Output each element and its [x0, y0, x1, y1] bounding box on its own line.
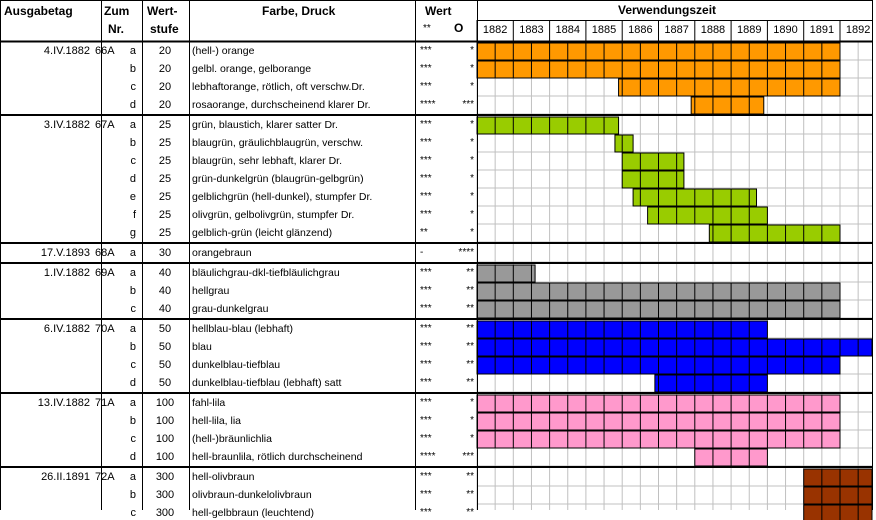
issue-date: 13.IV.1882: [37, 397, 90, 409]
mint-rating: ***: [420, 209, 432, 220]
variant-letter: a: [129, 323, 136, 335]
color-description: dunkelblau-tiefblau (lebhaft) satt: [192, 377, 342, 389]
usage-bar: [709, 225, 840, 242]
color-description: (hell-) orange: [192, 45, 255, 57]
header-wertstufe-1: Wert-: [147, 4, 178, 18]
usage-bar: [804, 487, 872, 504]
used-rating: *: [470, 173, 474, 184]
mint-rating: ***: [420, 155, 432, 166]
used-rating: *: [470, 397, 474, 408]
variant-letter: c: [130, 359, 136, 371]
face-value: 20: [158, 99, 172, 111]
used-rating: *: [470, 155, 474, 166]
used-rating: **: [466, 285, 474, 296]
color-description: grau-dunkelgrau: [192, 303, 269, 315]
mint-rating: ***: [420, 377, 432, 388]
catalog-number: 71A: [95, 397, 115, 409]
face-value: 300: [155, 489, 175, 501]
used-rating: **: [466, 359, 474, 370]
variant-letter: b: [129, 415, 136, 427]
face-value: 40: [158, 303, 172, 315]
color-description: grün, blaustich, klarer satter Dr.: [192, 119, 338, 131]
color-description: blaugrün, sehr lebhaft, klarer Dr.: [192, 155, 342, 167]
catalog-number: 68A: [95, 247, 115, 259]
color-description: hellblau-blau (lebhaft): [192, 323, 293, 335]
face-value: 100: [155, 397, 175, 409]
variant-letter: b: [129, 63, 136, 75]
mint-rating: ****: [420, 451, 436, 462]
face-value: 25: [158, 119, 172, 131]
used-rating: *: [470, 433, 474, 444]
color-description: hellgrau: [192, 285, 230, 297]
header-verwendungszeit: Verwendungszeit: [618, 3, 717, 17]
color-description: grün-dunkelgrün (blaugrün-gelbgrün): [192, 173, 364, 185]
mint-rating: ***: [420, 285, 432, 296]
color-description: hell-braunlila, rötlich durchscheinend: [192, 451, 363, 463]
mint-rating: ***: [420, 191, 432, 202]
face-value: 25: [158, 155, 172, 167]
used-rating: *: [470, 119, 474, 130]
issue-date: 26.II.1891: [41, 471, 90, 483]
usage-bar: [477, 117, 619, 134]
used-rating: *: [470, 81, 474, 92]
used-rating: *: [470, 415, 474, 426]
issue-date: 17.V.1893: [40, 247, 90, 259]
face-value: 50: [158, 341, 172, 353]
variant-letter: b: [129, 489, 136, 501]
used-rating: ***: [462, 99, 474, 110]
mint-rating: ***: [420, 323, 432, 334]
variant-letter: a: [129, 267, 136, 279]
variant-letter: c: [130, 155, 136, 167]
header-wert: Wert: [425, 4, 452, 18]
year-label: 1884: [555, 24, 580, 36]
mint-rating: -: [420, 247, 424, 258]
usage-bar: [622, 153, 684, 170]
header-nr: Nr.: [108, 22, 125, 36]
used-rating: **: [466, 323, 474, 334]
used-rating: *: [470, 227, 474, 238]
mint-rating: **: [420, 227, 428, 238]
usage-bar: [477, 265, 535, 282]
face-value: 20: [158, 45, 172, 57]
face-value: 300: [155, 507, 175, 519]
variant-letter: c: [130, 81, 136, 93]
used-rating: **: [466, 489, 474, 500]
mint-rating: ***: [420, 173, 432, 184]
face-value: 20: [158, 81, 172, 93]
variant-letter: a: [129, 397, 136, 409]
color-description: lebhaftorange, rötlich, oft verschw.Dr.: [192, 81, 365, 93]
catalog-number: 70A: [95, 323, 115, 335]
face-value: 20: [158, 63, 172, 75]
issue-date: 3.IV.1882: [43, 119, 90, 131]
used-rating: *: [470, 209, 474, 220]
mint-rating: ***: [420, 45, 432, 56]
color-description: gelblich-grün (leicht glänzend): [192, 227, 333, 239]
color-description: blaugrün, gräulichblaugrün, verschw.: [192, 137, 364, 149]
header-mint-symbol: **: [423, 23, 431, 34]
issue-date: 6.IV.1882: [43, 323, 90, 335]
color-description: rosaorange, durchscheinend klarer Dr.: [192, 99, 371, 111]
face-value: 100: [155, 415, 175, 427]
color-description: hell-olivbraun: [192, 471, 255, 483]
year-label: 1882: [482, 24, 508, 36]
variant-letter: a: [129, 45, 136, 57]
year-label: 1887: [664, 24, 689, 36]
face-value: 300: [155, 471, 175, 483]
year-label: 1890: [773, 24, 798, 36]
color-description: gelbl. orange, gelborange: [192, 63, 312, 75]
face-value: 30: [158, 247, 172, 259]
face-value: 40: [158, 285, 172, 297]
usage-bar: [622, 171, 684, 188]
variant-letter: c: [130, 507, 136, 519]
color-description: gelblichgrün (hell-dunkel), stumpfer Dr.: [192, 191, 373, 203]
face-value: 25: [158, 137, 172, 149]
variant-letter: d: [129, 173, 136, 185]
color-description: fahl-lila: [192, 397, 226, 409]
used-rating: **: [466, 303, 474, 314]
variant-letter: b: [129, 341, 136, 353]
usage-bar: [477, 339, 872, 356]
header-farbe-druck: Farbe, Druck: [262, 4, 336, 18]
variant-letter: b: [129, 137, 136, 149]
usage-bar: [804, 505, 872, 520]
mint-rating: ***: [420, 471, 432, 482]
used-rating: ***: [462, 451, 474, 462]
face-value: 50: [158, 359, 172, 371]
catalog-number: 72A: [95, 471, 115, 483]
usage-bar: [691, 97, 764, 114]
color-description: bläulichgrau-dkl-tiefbläulichgrau: [192, 267, 340, 279]
header-zum: Zum: [104, 4, 130, 18]
variant-letter: a: [129, 471, 136, 483]
used-rating: *: [470, 137, 474, 148]
mint-rating: ***: [420, 63, 432, 74]
usage-bar: [619, 79, 840, 96]
color-description: olivbraun-dunkelolivbraun: [192, 489, 312, 501]
mint-rating: ***: [420, 119, 432, 130]
used-rating: ****: [458, 247, 474, 258]
color-description: hell-gelbbraun (leuchtend): [192, 507, 314, 519]
variant-letter: d: [129, 99, 136, 111]
usage-bar: [655, 375, 768, 392]
issue-date: 4.IV.1882: [43, 45, 90, 57]
year-label: 1892: [845, 24, 871, 36]
year-label: 1891: [809, 24, 835, 36]
used-rating: **: [466, 341, 474, 352]
color-description: dunkelblau-tiefblau: [192, 359, 281, 371]
used-rating: **: [466, 377, 474, 388]
variant-letter: d: [129, 451, 136, 463]
mint-rating: ***: [420, 507, 432, 518]
mint-rating: ****: [420, 99, 436, 110]
mint-rating: ***: [420, 341, 432, 352]
year-label: 1885: [591, 24, 617, 36]
color-description: olivgrün, gelbolivgrün, stumpfer Dr.: [192, 209, 355, 221]
variant-letter: g: [129, 227, 136, 239]
used-rating: *: [470, 63, 474, 74]
used-rating: **: [466, 267, 474, 278]
year-label: 1886: [628, 24, 653, 36]
color-description: hell-lila, lia: [192, 415, 242, 427]
face-value: 50: [158, 377, 172, 389]
issue-date: 1.IV.1882: [43, 267, 90, 279]
face-value: 100: [155, 451, 175, 463]
mint-rating: ***: [420, 267, 432, 278]
used-rating: **: [466, 471, 474, 482]
variant-letter: b: [129, 285, 136, 297]
face-value: 25: [158, 227, 172, 239]
year-label: 1889: [737, 24, 762, 36]
mint-rating: ***: [420, 81, 432, 92]
used-rating: *: [470, 45, 474, 56]
face-value: 25: [158, 209, 172, 221]
header-used-symbol: O: [454, 21, 464, 35]
variant-letter: e: [129, 191, 136, 203]
variant-letter: a: [129, 247, 136, 259]
catalog-number: 67A: [95, 119, 115, 131]
mint-rating: ***: [420, 415, 432, 426]
year-label: 1888: [700, 24, 726, 36]
usage-bar: [804, 469, 872, 486]
mint-rating: ***: [420, 433, 432, 444]
face-value: 50: [158, 323, 172, 335]
header-wertstufe-2: stufe: [150, 22, 179, 36]
catalog-number: 69A: [95, 267, 115, 279]
header-ausgabetag: Ausgabetag: [4, 4, 73, 18]
face-value: 100: [155, 433, 175, 445]
mint-rating: ***: [420, 137, 432, 148]
face-value: 25: [158, 173, 172, 185]
variant-letter: c: [130, 303, 136, 315]
face-value: 25: [158, 191, 172, 203]
color-description: (hell-)bräunlichlia: [192, 433, 272, 445]
color-description: blau: [192, 341, 212, 353]
used-rating: **: [466, 507, 474, 518]
variant-letter: f: [132, 209, 136, 221]
usage-bar: [615, 135, 633, 152]
mint-rating: ***: [420, 397, 432, 408]
year-label: 1883: [519, 24, 544, 36]
mint-rating: ***: [420, 359, 432, 370]
mint-rating: ***: [420, 303, 432, 314]
variant-letter: c: [130, 433, 136, 445]
variant-letter: d: [129, 377, 136, 389]
variant-letter: a: [129, 119, 136, 131]
used-rating: *: [470, 191, 474, 202]
face-value: 40: [158, 267, 172, 279]
catalog-number: 66A: [95, 45, 115, 57]
color-description: orangebraun: [192, 247, 252, 259]
mint-rating: ***: [420, 489, 432, 500]
